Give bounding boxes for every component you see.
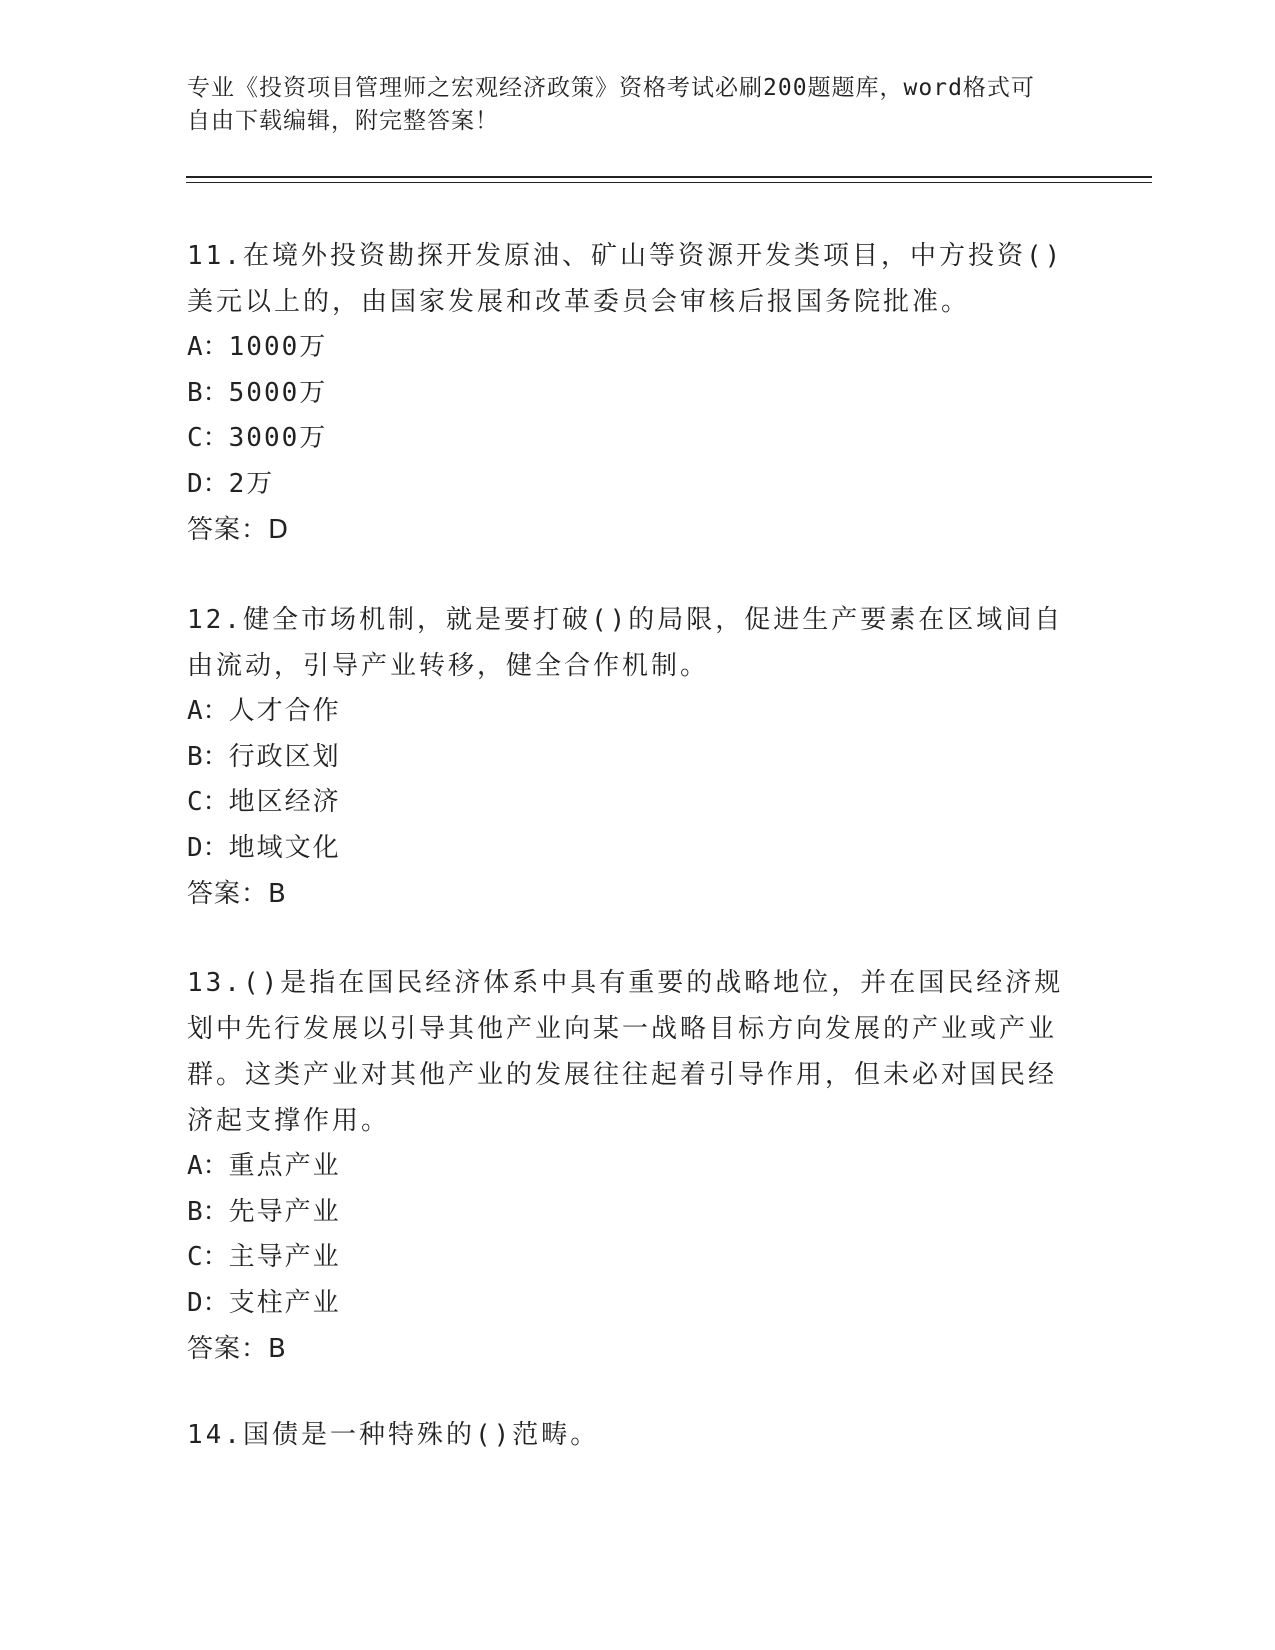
option-a [187,1144,1067,1190]
option-key: D： [187,1287,229,1318]
option-c [187,416,1067,462]
option-text: 支柱产业 [228,1287,341,1318]
option-b [187,371,1067,417]
option-d [187,1281,1067,1327]
answer-line: 答案：B [187,879,287,909]
option-b [187,735,1067,781]
question-text [187,960,1067,1144]
document-header [187,72,1067,138]
option-d [187,462,1067,508]
option-key: C： [187,423,229,453]
question-number: 13. [187,968,243,998]
question-body: 在境外投资勘探开发原油、矿山等资源开发类项目，中方投资()美元以上的，由国家发展和改革委员会审核后报国务院批准。 [187,241,1064,317]
option-text: 1000万 [228,332,328,362]
option-b [187,1190,1067,1236]
option-text: 人才合作 [228,696,341,726]
option-text: 地区经济 [228,787,341,817]
question-number: 12. [187,605,243,635]
option-key: C： [187,787,229,817]
option-key: B： [187,377,229,408]
option-a [187,325,1067,371]
answer-line: 答案：D [187,515,290,545]
question-text [187,1412,1067,1458]
option-text: 2万 [228,468,275,499]
question-text [187,597,1067,689]
option-key: A： [187,696,229,726]
option-text: 主导产业 [228,1242,341,1272]
question-body: 健全市场机制，就是要打破()的局限，促进生产要素在区域间自由流动，引导产业转移，健全合作机制。 [187,605,1064,681]
option-key: A： [187,1151,229,1181]
option-d [187,826,1067,872]
header-line-2: 自由下载编辑，附完整答案！ [187,108,499,134]
question-text [187,233,1067,325]
option-text: 行政区划 [228,741,341,772]
question-number: 14. [187,1420,243,1450]
option-key: B： [187,1196,229,1227]
option-text: 重点产业 [228,1151,341,1181]
question-13 [187,960,1067,1372]
question-12 [187,597,1067,917]
question-14 [187,1412,1067,1458]
option-text: 地域文化 [228,832,341,863]
question-11 [187,233,1067,553]
header-divider-thin [186,182,1152,183]
option-c [187,1235,1067,1281]
option-key: C： [187,1242,229,1272]
option-text: 5000万 [228,377,328,408]
option-key: B： [187,741,229,772]
question-body: 国债是一种特殊的()范畴。 [242,1420,600,1450]
option-key: A： [187,332,229,362]
answer-line: 答案：B [187,1334,287,1364]
header-line-1: 专业《投资项目管理师之宏观经济政策》资格考试必刷200题题库，word格式可 [187,75,1035,101]
option-a [187,689,1067,735]
option-text: 3000万 [228,423,328,453]
header-divider-thick [186,176,1152,178]
option-key: D： [187,832,229,863]
option-text: 先导产业 [228,1196,341,1227]
question-number: 11. [187,241,243,271]
question-body: ()是指在国民经济体系中具有重要的战略地位，并在国民经济规划中先行发展以引导其他产业向某一战略目标方向发展的产业或产业群。这类产业对其他产业的发展往往起着引导作用，但未必对国民经济起支撑作用。 [187,968,1064,1136]
option-c [187,780,1067,826]
option-key: D： [187,468,229,499]
